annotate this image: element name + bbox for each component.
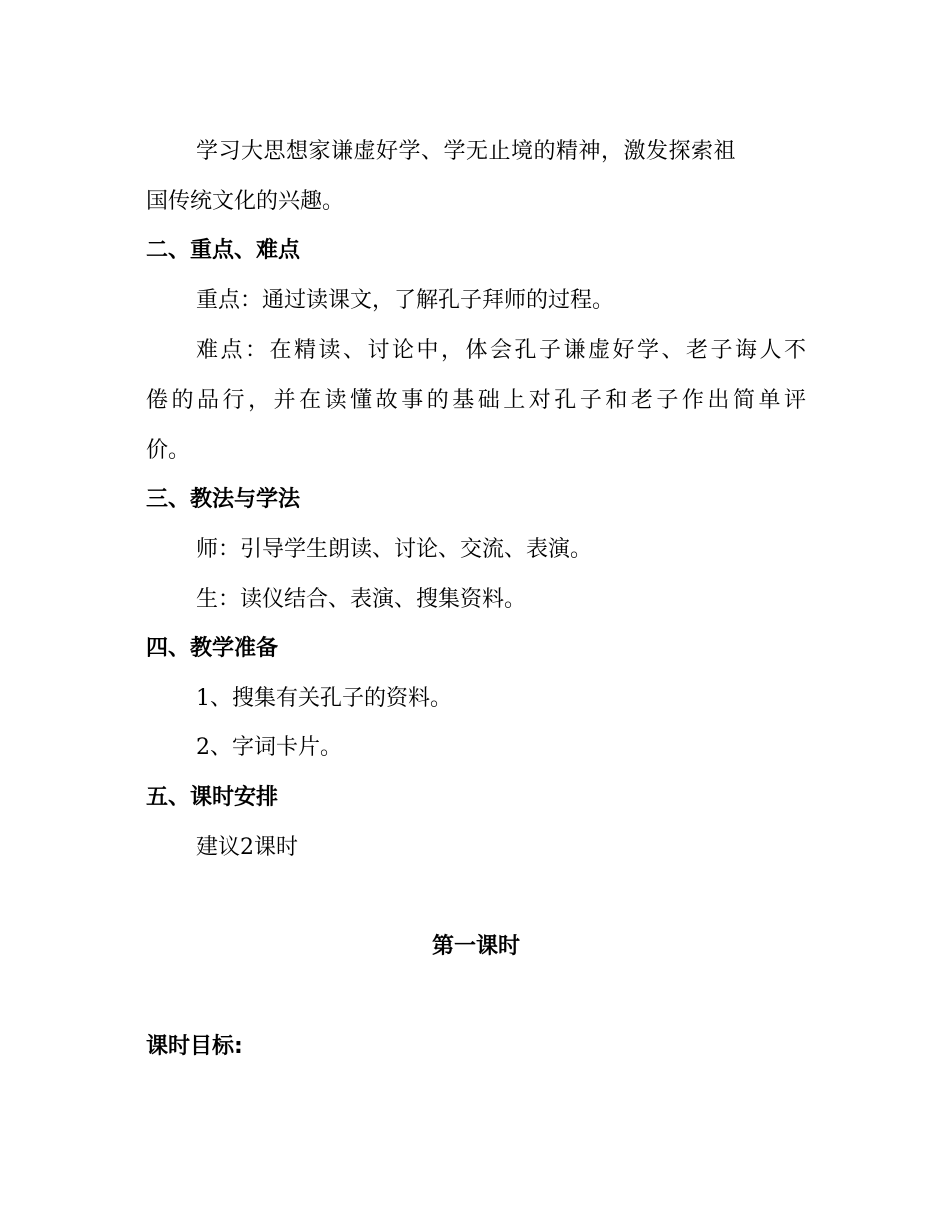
section-heading-preparation: 四、教学准备 — [146, 636, 279, 661]
difficulty-text-line-1: 难点：在精读、讨论中，体会孔子谦虚好学、老子诲人不 — [196, 338, 806, 363]
document-page — [146, 0, 806, 1222]
section-heading-schedule: 五、课时安排 — [146, 785, 279, 810]
preparation-item-1: 1、搜集有关孔子的资料。 — [196, 686, 452, 711]
section-heading-focus-difficulty: 二、重点、难点 — [146, 238, 301, 263]
goal-paragraph-line-2: 国传统文化的兴趣。 — [146, 189, 345, 214]
teacher-method-text: 师：引导学生朗读、讨论、交流、表演。 — [196, 537, 593, 562]
lesson-objectives-heading: 课时目标: — [146, 1034, 243, 1059]
lesson-title: 第一课时 — [431, 934, 520, 959]
preparation-item-2: 2、字词卡片。 — [196, 735, 342, 760]
difficulty-text-line-3: 价。 — [146, 438, 191, 463]
goal-paragraph-line-1: 学习大思想家谦虚好学、学无止境的精神，激发探索祖 — [196, 139, 737, 164]
section-heading-methods: 三、教法与学法 — [146, 487, 301, 512]
student-method-text: 生：读仪结合、表演、搜集资料。 — [196, 587, 527, 612]
difficulty-text-line-2: 倦的品行，并在读懂故事的基础上对孔子和老子作出简单评 — [146, 388, 806, 413]
focus-text: 重点：通过读课文，了解孔子拜师的过程。 — [196, 288, 615, 313]
schedule-text: 建议2课时 — [196, 835, 298, 860]
